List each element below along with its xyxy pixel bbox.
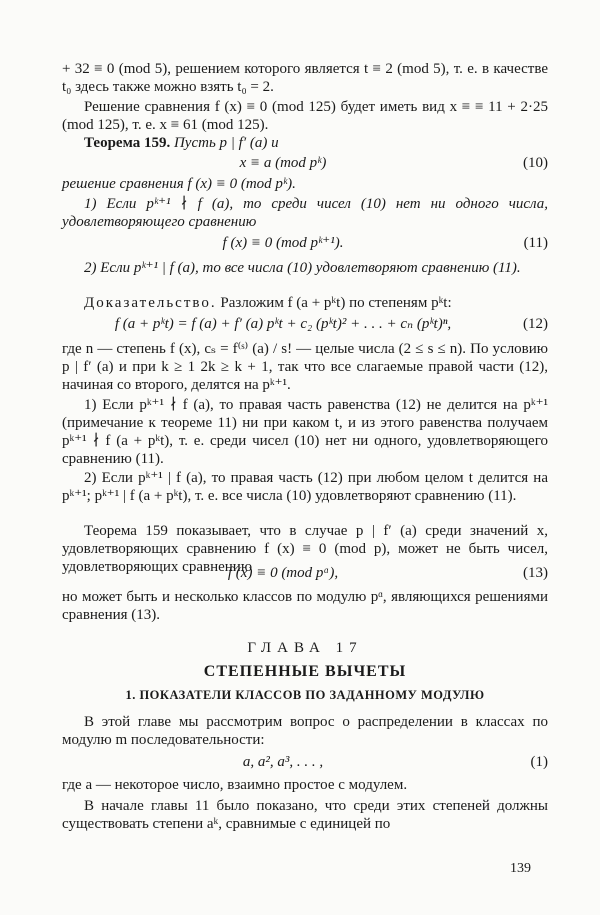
chapter-label: ГЛАВА 17 [247, 640, 363, 656]
formula-12-expression: f (a + pᵏt) = f (a) + f′ (a) pᵏt + c₂ (pᵏt)² + . . . + cₙ (pᵏt)ⁿ, [114, 316, 452, 332]
chapter-paragraph-3: В начале главы 11 было показано, что среди этих степеней должны существовать степени aᵏ, сравнимые с единицей по [62, 798, 548, 832]
theorem-condition: решение сравнения f (x) ≡ 0 (mod pᵏ). [62, 176, 296, 192]
proof-where-paragraph: где n — степень f (x), cₛ = f⁽ˢ⁾ (a) / s! — целые числа (2 ≤ s ≤ n). По условию p | f′ (a) и при k ≥ 1 2k ≥ k + 1, так что все слагаемые правой части (12), начиная со второго, делятся на pᵏ⁺¹. [62, 341, 548, 393]
paragraph-continuation: + 32 ≡ 0 (mod 5), решением которого является t ≡ 2 (mod 5), т. е. в качестве t₀ здесь также можно взять t₀ = 2. [62, 61, 548, 95]
formula-13 [62, 563, 548, 583]
theorem-item-1: 1) Если pᵏ⁺¹ ∤ f (a), то среди чисел (10) нет ни одного числа, удовлетворяющего сравнению [62, 196, 548, 230]
formula-1 [62, 752, 548, 772]
formula-1-number: (1) [530, 754, 548, 770]
chapter-paragraph-2: где a — некоторое число, взаимно простое с модулем. [62, 777, 408, 793]
chapter-title: СТЕПЕННЫЕ ВЫЧЕТЫ [203, 663, 407, 680]
page-number: 139 [510, 861, 531, 876]
theorem-remark: Теорема 159 показывает, что в случае p | f′ (a) среди значений x, удовлетворяющих сравнению f (x) ≡ 0 (mod p), может не быть чисел, удовлетворяющих сравнению [62, 523, 548, 575]
formula-11 [62, 233, 548, 253]
formula-12-number: (12) [523, 316, 548, 332]
proof-label: Доказательство. [84, 295, 217, 311]
formula-12 [62, 314, 548, 334]
formula-10-expression: x ≡ a (mod pᵏ) [239, 155, 327, 171]
formula-10-number: (10) [523, 155, 548, 171]
formula-13-number: (13) [523, 565, 548, 581]
formula-13-expression: f (x) ≡ 0 (mod pᵅ), [227, 565, 339, 581]
theorem-159-statement [62, 134, 548, 152]
formula-11-number: (11) [523, 235, 548, 251]
proof-case-1: 1) Если pᵏ⁺¹ ∤ f (a), то правая часть равенства (12) не делится на pᵏ⁺¹ (примечание к теореме 11) ни при каком t, и из этого равенства получаем pᵏ⁺¹ ∤ f (a + pᵏt), т. е. среди чисел (10) нет ни одного, удовлетворяющего сравнению (11). [62, 397, 548, 467]
theorem-item-2: 2) Если pᵏ⁺¹ | f (a), то все числа (10) удовлетворяют сравнению (11). [84, 260, 521, 276]
proof-case-2: 2) Если pᵏ⁺¹ | f (a), то правая часть (12) при любом целом t делится на pᵏ⁺¹; pᵏ⁺¹ | f (a + pᵏt), т. е. все числа (10) удовлетворяют сравнению (11). [62, 470, 548, 504]
remark-conclusion: но может быть и несколько классов по модулю pᵅ, являющихся решениями сравнения (13). [62, 589, 548, 623]
chapter-paragraph-1: В этой главе мы рассмотрим вопрос о распределении в классах по модулю m последовательности: [62, 714, 548, 748]
formula-10 [62, 153, 548, 173]
formula-1-expression: a, a², a³, . . . , [242, 754, 324, 770]
section-title: 1. ПОКАЗАТЕЛИ КЛАССОВ ПО ЗАДАННОМУ МОДУЛЮ [125, 688, 485, 702]
theorem-label: Теорема 159. [84, 135, 171, 151]
formula-11-expression: f (x) ≡ 0 (mod pᵏ⁺¹). [222, 235, 344, 251]
paragraph-solution: Решение сравнения f (x) ≡ 0 (mod 125) будет иметь вид x ≡ ≡ 11 + 2·25 (mod 125), т. е. x ≡ 61 (mod 125). [62, 99, 548, 133]
theorem-intro: Пусть p | f′ (a) и [173, 135, 279, 151]
proof-intro-text: Разложим f (a + pᵏt) по степеням pᵏt: [220, 295, 452, 311]
proof-intro [62, 294, 548, 312]
